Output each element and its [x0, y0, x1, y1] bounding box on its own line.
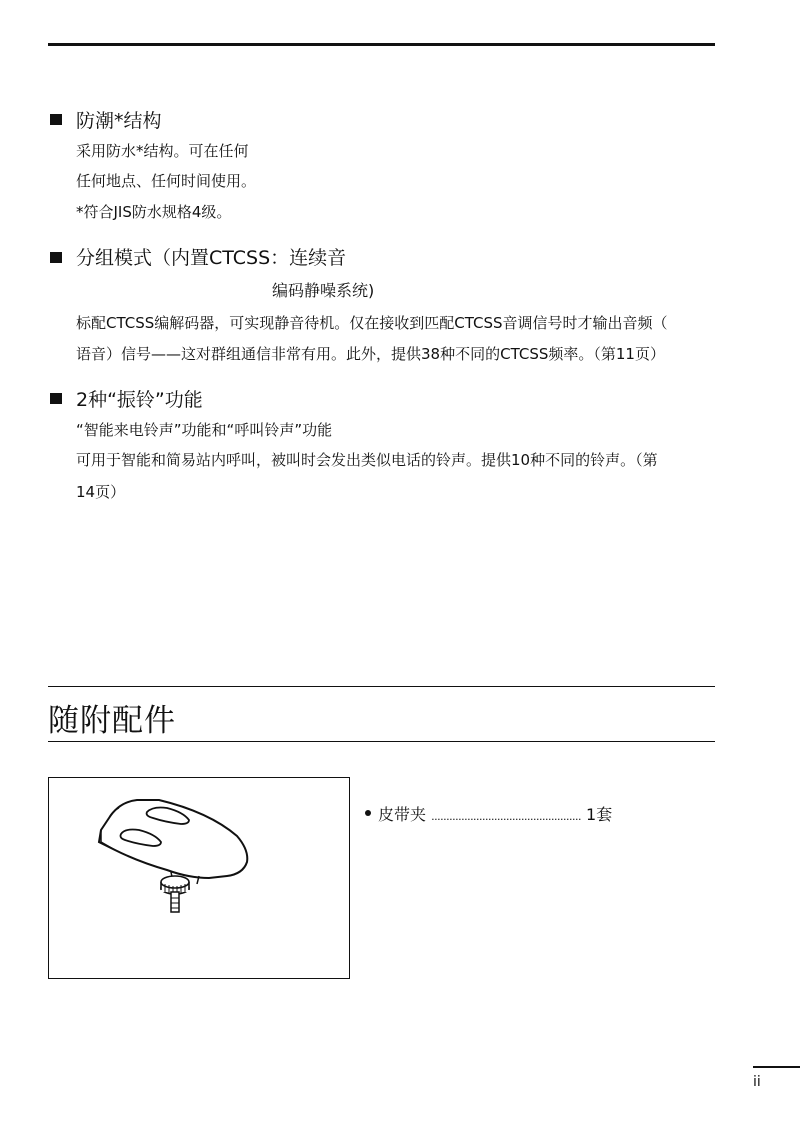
bullet-square — [50, 393, 62, 404]
feature-text: 任何地点、任何时间使用。 — [76, 172, 257, 190]
feature-text: 标配CTCSS编解码器，可实现静音待机。仅在接收到匹配CTCSS音调信号时才输出音频（ — [76, 314, 668, 332]
feature-heading-waterproof: 防潮*结构 — [76, 110, 162, 132]
top-rule — [48, 43, 715, 46]
page-number: ii — [753, 1074, 761, 1090]
section-rule-bottom — [48, 741, 715, 742]
section-rule-top — [48, 686, 715, 687]
accessory-item-belt-clip — [378, 806, 612, 826]
feature-text: 可用于智能和简易站内呼叫，被叫时会发出类似电话的铃声。提供10种不同的铃声。（第 — [76, 451, 658, 469]
feature-text: 14页） — [76, 483, 126, 501]
feature-text: *符合JIS防水规格4级。 — [76, 203, 232, 221]
section-title: 随附配件 — [48, 703, 176, 739]
feature-text: 采用防水*结构。可在任何 — [76, 142, 249, 160]
feature-text: 语音）信号——这对群组通信非常有用。此外，提供38种不同的CTCSS频率。（第11页） — [76, 345, 665, 363]
bullet-square — [50, 114, 62, 125]
list-bullet — [365, 810, 371, 816]
accessory-item-leader: .................................................. — [431, 810, 581, 823]
feature-text: “智能来电铃声”功能和“呼叫铃声”功能 — [76, 421, 333, 439]
accessory-item-qty: 1套 — [586, 805, 613, 824]
bullet-square — [50, 252, 62, 263]
feature-heading-continuation: 编码静噪系统) — [272, 281, 375, 300]
feature-heading-group-mode: 分组模式（内置CTCSS：连续音 — [76, 247, 347, 269]
belt-clip-illustration — [49, 778, 349, 978]
belt-clip-illustration-frame — [48, 777, 350, 979]
feature-heading-ring: 2种“振铃”功能 — [76, 389, 203, 411]
page-number-rule — [753, 1066, 800, 1068]
accessory-item-label: 皮带夹 — [378, 805, 427, 824]
